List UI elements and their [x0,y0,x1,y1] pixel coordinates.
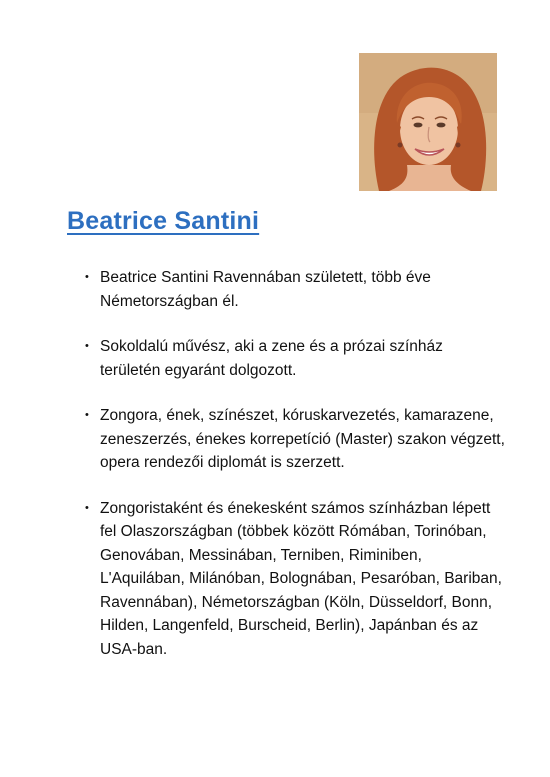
list-item-text: Zongora, ének, színészet, kóruskarvezetés, kamarazene, zeneszerzés, énekes korrepetíció (Master) szakon végzett, opera rendezői diplomát is szerzett. [100,407,505,471]
page-title: Beatrice Santini [67,207,260,235]
list-item [85,266,505,313]
list-item [85,335,505,382]
bullet-icon: • [85,501,89,514]
list-item-text: Beatrice Santini Ravennában született, több éve Németországban él. [100,269,431,310]
bio-list [85,266,505,683]
portrait-illustration [359,53,497,191]
bullet-icon: • [85,271,89,283]
list-item [85,497,505,662]
bullet-icon: • [85,340,89,352]
list-item-text: Zongoristaként és énekesként számos színházban lépett fel Olaszországban (többek között Rómában, Torinóban, Genovában, Messinában, Terniben, Riminiben, L'Aquilában, Milánóban, Bolognában, Pesaróban, Bariban, Ravennában), Németországban (Köln, Düsseldorf, Bonn, Hilden, Langenfeld, Burscheid, Berlin), Japánban és az USA-ban. [100,499,502,658]
portrait-photo [359,53,497,191]
list-item [85,404,505,475]
bullet-icon: • [85,409,89,421]
list-item-text: Sokoldalú művész, aki a zene és a prózai színház területén egyaránt dolgozott. [100,338,443,379]
